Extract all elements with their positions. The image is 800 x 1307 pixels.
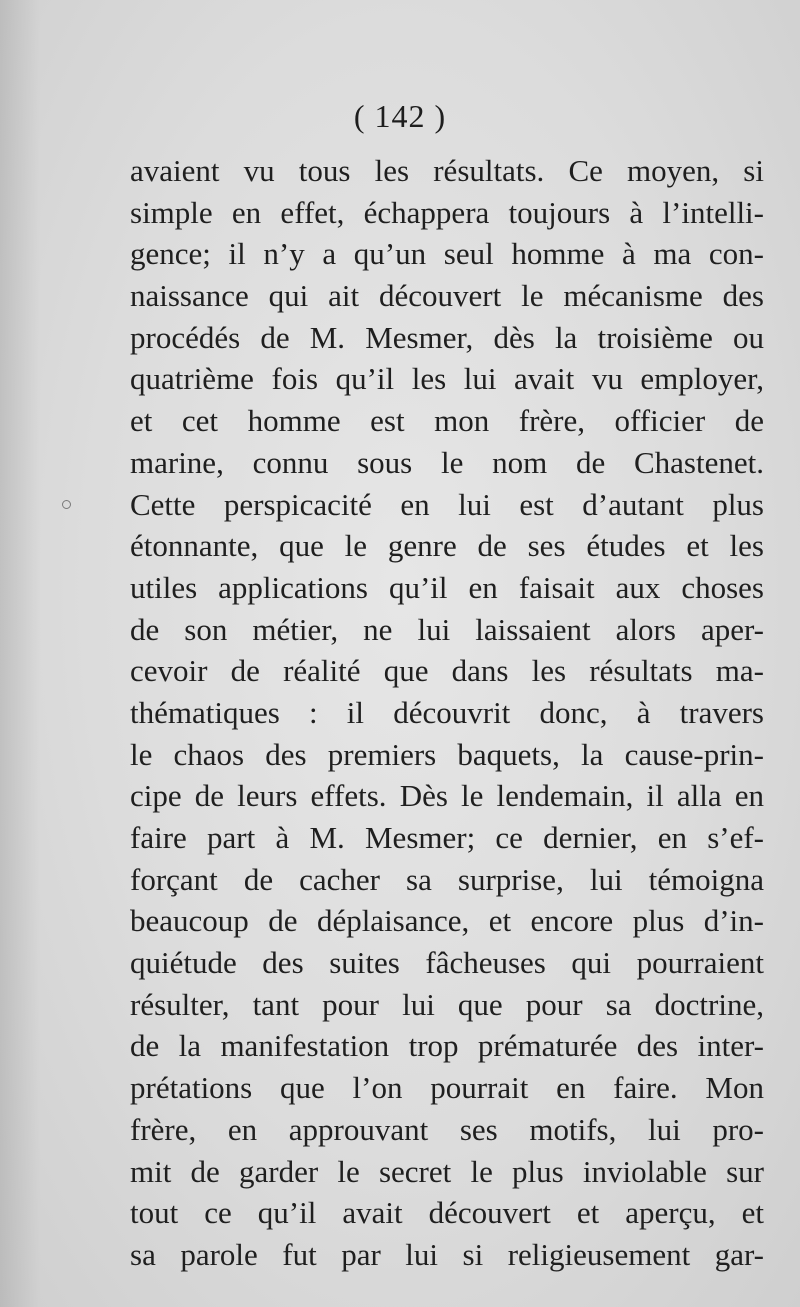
text-line: beaucoup de déplaisance, et encore plus d’in- — [130, 903, 764, 939]
text-line: Cette perspicacité en lui est d’autant plus — [130, 486, 764, 522]
text-line: quatrième fois qu’il les lui avait vu employer, — [130, 361, 764, 397]
text-line: sa parole fut par lui si religieusement gar- — [130, 1236, 764, 1272]
page-gutter-shadow — [0, 0, 40, 1307]
body-text — [130, 150, 764, 1276]
text-line: de la manifestation trop prématurée des inter- — [130, 1028, 764, 1064]
text-line: naissance qui ait découvert le mécanisme des — [130, 278, 764, 314]
text-line: faire part à M. Mesmer; ce dernier, en s’ef- — [130, 820, 764, 855]
text-line: simple en effet, échappera toujours à l’intelli- — [130, 194, 764, 230]
margin-mark — [62, 500, 71, 509]
text-line: thématiques : il découvrit donc, à travers — [130, 694, 764, 730]
text-line: frère, en approuvant ses motifs, lui pro- — [130, 1111, 764, 1147]
text-line: quiétude des suites fâcheuses qui pourraient — [130, 945, 764, 981]
text-line: marine, connu sous le nom de Chastenet. — [130, 444, 764, 480]
text-line: utiles applications qu’il en faisait aux choses — [130, 569, 764, 605]
text-line: tout ce qu’il avait découvert et aperçu, et — [130, 1195, 764, 1231]
text-line: gence; il n’y a qu’un seul homme à ma con- — [130, 236, 764, 272]
text-line: et cet homme est mon frère, officier de — [130, 403, 764, 439]
text-line: résulter, tant pour lui que pour sa doctrine, — [130, 986, 764, 1022]
text-line: cevoir de réalité que dans les résultats ma- — [130, 653, 764, 689]
text-line: de son métier, ne lui laissaient alors aper- — [130, 611, 764, 647]
text-line: cipe de leurs effets. Dès le lendemain, il alla en — [130, 778, 764, 814]
text-line: prétations que l’on pourrait en faire. Mon — [130, 1070, 764, 1106]
text-line: avaient vu tous les résultats. Ce moyen, si — [130, 153, 764, 188]
text-line: mit de garder le secret le plus inviolable sur — [130, 1153, 764, 1189]
text-line: forçant de cacher sa surprise, lui témoigna — [130, 861, 764, 897]
text-line: étonnante, que le genre de ses études et les — [130, 528, 764, 564]
text-line: procédés de M. Mesmer, dès la troisième ou — [130, 319, 764, 355]
page-number: ( 142 ) — [353, 98, 447, 134]
text-line: le chaos des premiers baquets, la cause-prin- — [130, 736, 764, 772]
